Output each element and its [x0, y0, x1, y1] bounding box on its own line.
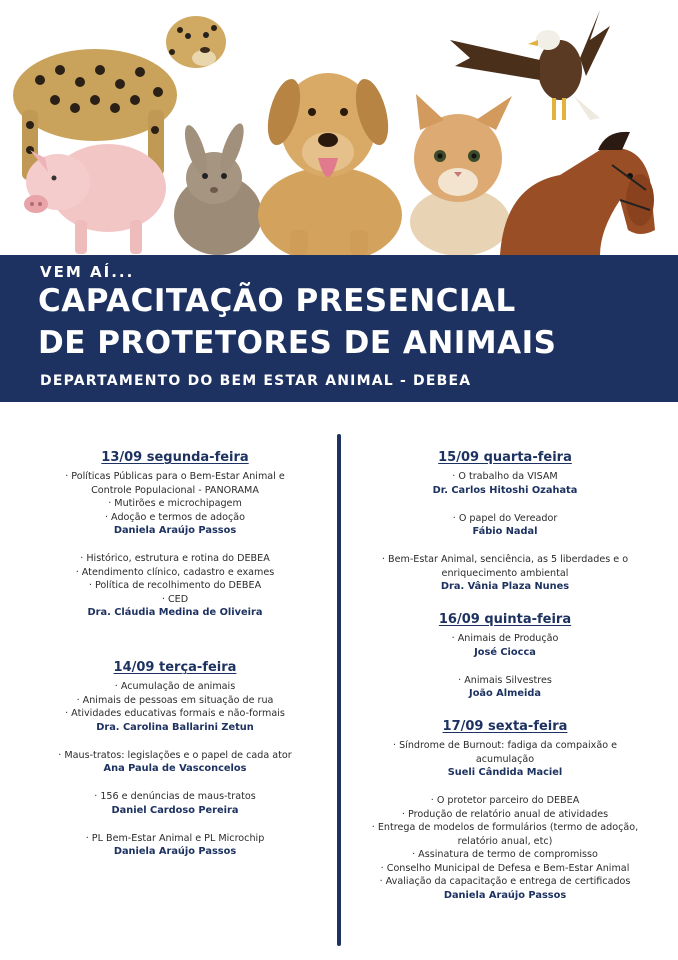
list-item: · Atividades educativas formais e não-formais: [65, 708, 285, 719]
schedule-right-column: [355, 450, 655, 903]
list-item: · Animais Silvestres: [458, 674, 552, 686]
day-heading-1409: 14/09 terça-feira: [113, 660, 237, 675]
day-heading-1509: 15/09 quarta-feira: [438, 450, 572, 465]
speaker-name: Dra. Cláudia Medina de Oliveira: [87, 607, 263, 618]
list-item: · Conselho Municipal de Defesa e Bem-Estar Animal: [380, 862, 630, 874]
day-heading-1309: 13/09 segunda-feira: [101, 450, 249, 465]
list-item: · Animais de Produção: [451, 633, 559, 644]
speaker-name: Sueli Cândida Maciel: [447, 767, 563, 778]
kicker-text: VEM AÍ...: [40, 263, 135, 281]
hero-animals-image: [0, 0, 678, 255]
speaker-name: Ana Paula de Vasconcelos: [103, 763, 247, 774]
speaker-name: José Ciocca: [474, 646, 536, 658]
list-item: · Produção de relatório anual de atividades: [401, 808, 609, 820]
list-item: · Bem-Estar Animal, senciência, as 5 liberdades e o: [381, 554, 629, 565]
list-item: · O papel do Vereador: [452, 512, 558, 524]
list-item: Controle Populacional - PANORAMA: [91, 484, 259, 496]
list-item: · Mutirões e microchipagem: [108, 498, 242, 509]
speaker-name: Daniela Araújo Passos: [443, 889, 567, 901]
list-item: · Assinatura de termo de compromisso: [412, 849, 598, 860]
column-divider: [337, 434, 341, 946]
speaker-name: Dra. Carolina Ballarini Zetun: [96, 721, 254, 733]
list-item: · Animais de pessoas em situação de rua: [76, 694, 274, 706]
list-item: · Maus-tratos: legislações e o papel de cada ator: [58, 749, 292, 761]
list-item: · Acumulação de animais: [114, 681, 236, 692]
speaker-name: Dr. Carlos Hitoshi Ozahata: [432, 484, 578, 496]
list-item: · Histórico, estrutura e rotina do DEBEA: [80, 553, 270, 564]
list-item: acumulação: [475, 753, 535, 765]
day-heading-1709: 17/09 sexta-feira: [442, 719, 568, 734]
list-item: · PL Bem-Estar Animal e PL Microchip: [85, 832, 265, 844]
speaker-name: Daniela Araújo Passos: [113, 525, 237, 536]
title-line-2: DE PROTETORES DE ANIMAIS: [38, 325, 557, 361]
speaker-name: Daniela Araújo Passos: [113, 846, 237, 857]
speaker-name: João Almeida: [469, 688, 541, 699]
list-item: enriquecimento ambiental: [441, 567, 569, 579]
list-item: · 156 e denúncias de maus-tratos: [94, 791, 256, 802]
department-subtitle: DEPARTAMENTO DO BEM ESTAR ANIMAL - DEBEA: [40, 373, 472, 389]
list-item: · Atendimento clínico, cadastro e exames: [75, 566, 275, 578]
list-item: · Síndrome de Burnout: fadiga da compaixão e: [392, 740, 618, 751]
speaker-name: Fábio Nadal: [472, 526, 538, 537]
list-item: · Adoção e termos de adoção: [104, 511, 246, 523]
list-item: · Entrega de modelos de formulários (termo de adoção,: [371, 822, 639, 833]
schedule-left-column: [25, 450, 325, 859]
day-heading-1609: 16/09 quinta-feira: [438, 612, 572, 627]
list-item: · CED: [161, 593, 189, 605]
list-item: · O trabalho da VISAM: [452, 471, 558, 482]
cat-illustration: [410, 94, 512, 255]
list-item: · Políticas Públicas para o Bem-Estar Animal e: [65, 471, 285, 482]
list-item: relatório anual, etc): [457, 835, 553, 847]
list-item: · O protetor parceiro do DEBEA: [430, 795, 580, 806]
speaker-name: Dra. Vânia Plaza Nunes: [440, 581, 570, 592]
list-item: · Avaliação da capacitação e entrega de certificados: [379, 876, 631, 887]
speaker-name: Daniel Cardoso Pereira: [111, 804, 239, 816]
title-line-1: CAPACITAÇÃO PRESENCIAL: [38, 283, 516, 319]
list-item: · Política de recolhimento do DEBEA: [88, 580, 262, 591]
